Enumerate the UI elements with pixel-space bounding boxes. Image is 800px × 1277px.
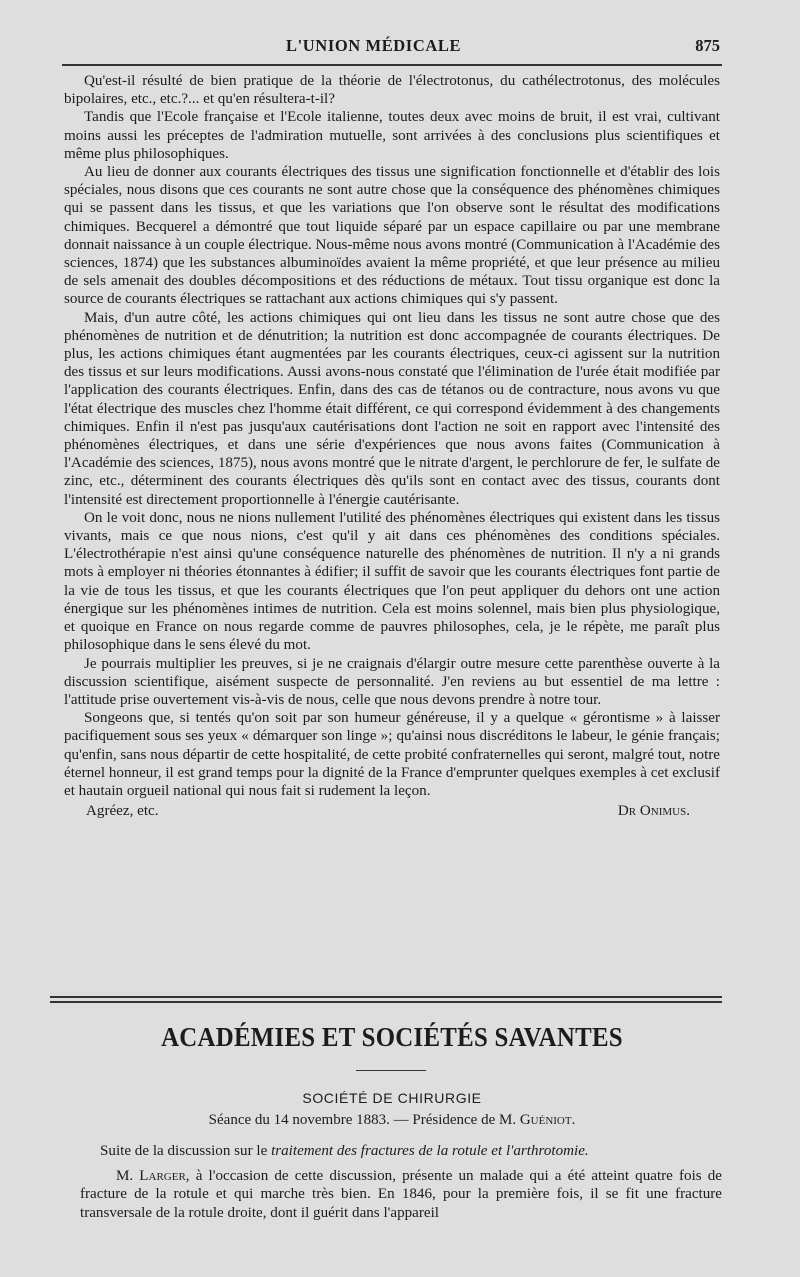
running-title: L'UNION MÉDICALE xyxy=(286,36,462,55)
section-divider-top xyxy=(50,996,722,998)
header-rule xyxy=(62,64,722,66)
proceedings-paragraph xyxy=(80,1167,722,1223)
title-underline xyxy=(356,1070,426,1071)
session-president: Guéniot. xyxy=(519,1112,576,1128)
paragraph: On le voit donc, nous ne nions nullement l'utilité des phénomènes électriques qui existent dans les tissus vivants, mais ce que nous nions, c'est qu'il y ait dans ces phénomènes des conditions spéciales. L'électrothérapie n'est ainsi qu'une conséquence naturelle des phénomènes de nutrition. Il n'y a ni grands mots à employer ni théories étonnantes à édifier; il suffit de savoir que les courants électriques font partie de la vie de tous les tissus, et que les courants électriques que l'on peut appliquer du dehors ont une action énergique sur les phénomènes intimes de nutrition. Cela est moins solennel, mais bien plus physiologique, et quoique en France on nous regarde comme de pauvres philosophes, cela, je le répète, me paraît plus philosophique dans le sens élevé du mot. xyxy=(64,509,720,654)
paragraph: Qu'est-il résulté de bien pratique de la théorie de l'électrotonus, du cathélectrotonus, des molécules bipolaires, etc., etc.?... et qu'en résultera-t-il? xyxy=(64,73,720,108)
paragraph: Mais, d'un autre côté, les actions chimiques qui ont lieu dans les tissus ne sont autre chose que des phénomènes de nutrition et de dénutrition; la nutrition est donc accompagnée de courants électriques. De plus, les actions chimiques étant augmentées par les courants électriques, ceux-ci agissent sur la nutrition des tissus et sur leurs modifications. Aussi avons-nous constaté que l'élimination de l'urée était modifiée par l'application des courants électriques. Enfin, dans des cas de tétanos ou de contracture, nous avons vu que l'état électrique des muscles chez l'homme était différent, ce qui correspond évidemment à des changements chimiques. Enfin il n'est pas jusqu'aux cautérisations dont l'action ne soit en rapport avec l'intensité des phénomènes électriques, et dans une série d'expériences que nous avons faites (Communication à l'Académie des sciences, 1875), nous avons montré que le nitrate d'argent, le perchlorure de fer, le sulfate de zinc, etc., déterminent des courants électriques dès qu'ils sont en contact avec des tissus, courants dont l'intensité est directement proportionnelle à l'énergie cautérisante. xyxy=(64,309,720,508)
running-head xyxy=(64,36,720,58)
intro-topic: traitement des fractures de la rotule et l'arthrotomie. xyxy=(271,1143,589,1159)
paragraph: Tandis que l'Ecole française et l'Ecole italienne, toutes deux avec moins de bruit, il est vrai, cultivant moins aussi les préceptes de l'admiration mutuelle, sont arrivées à des conclusions plus scientifiques et même plus philosophiques. xyxy=(64,109,720,162)
paragraph: Au lieu de donner aux courants électriques des tissus une signification fonctionnelle et d'établir des lois spéciales, nous disons que ces courants ne sont autre chose que la conséquence des phénomènes chimiques qui se passent dans les tissus, et que les variations que l'on observe sont le résultat des modifications chimiques. Becquerel a démontré que tout liquide séparé par un espace capillaire ou par une membrane donnait naissance à un couple électrique. Nous-même nous avons montré (Communication à l'Académie des sciences, 1874) que les substances albuminoïdes avaient la même propriété, et que leur présence au milieu de sels amenait des doubles décompositions et des réductions de métaux. Tout tissu organique est donc la source de courants électriques se rattachant aux actions chimiques qui s'y passent. xyxy=(64,164,720,308)
page-number: 875 xyxy=(695,36,720,55)
closing-salutation: Agréez, etc. xyxy=(86,803,159,820)
section-title: ACADÉMIES ET SOCIÉTÉS SAVANTES xyxy=(161,1022,623,1052)
proceedings-body xyxy=(80,1142,722,1228)
paragraph: Je pourrais multiplier les preuves, si je ne craignais d'élargir outre mesure cette parenthèse ouverte à la discussion scientifique, aisément suspecte de personnalité. J'en reviens au but essentiel de ma lettre : l'attitude prise ouvertement vis-à-vis de nous, celle que nous devons prendre à notre tour. xyxy=(64,655,720,708)
author-signature: Dr Onimus. xyxy=(617,803,690,820)
article-body xyxy=(64,72,720,822)
proceedings-intro xyxy=(80,1142,722,1161)
speaker-text: à l'occasion de cette discussion, présente un malade qui a été atteint quatre fois de fracture de la rotule et qui marche très bien. En 1846, pour la première fois, il se fit une fracture transversale de la rotule droite, dont il guérit dans l'appareil xyxy=(80,1167,722,1221)
signature-row xyxy=(64,802,720,822)
session-line xyxy=(64,1112,720,1129)
session-date: Séance du 14 novembre 1883. — Présidence de M. xyxy=(208,1112,517,1128)
intro-text: Suite de la discussion sur le xyxy=(100,1143,268,1159)
section-divider-bottom xyxy=(50,1001,722,1003)
paragraph: Songeons que, si tentés qu'on soit par son humeur généreuse, il y a quelque « gérontisme » à laisser pacifiquement sous ses yeux « démarquer son linge »; qu'ainsi nous discréditons le labeur, le génie français; qu'enfin, sans nous départir de cette hospitalité, de cette probité confraternelles qui seront, malgré tout, notre éternel honneur, il est grand temps pour la dignité de la France d'emprunter quelques exemples à cet exclusif et hautain orgueil national qui nous fait si rudement la leçon. xyxy=(64,710,720,799)
speaker-name: M. Larger, xyxy=(116,1167,190,1184)
society-heading: SOCIÉTÉ DE CHIRURGIE xyxy=(302,1090,482,1106)
